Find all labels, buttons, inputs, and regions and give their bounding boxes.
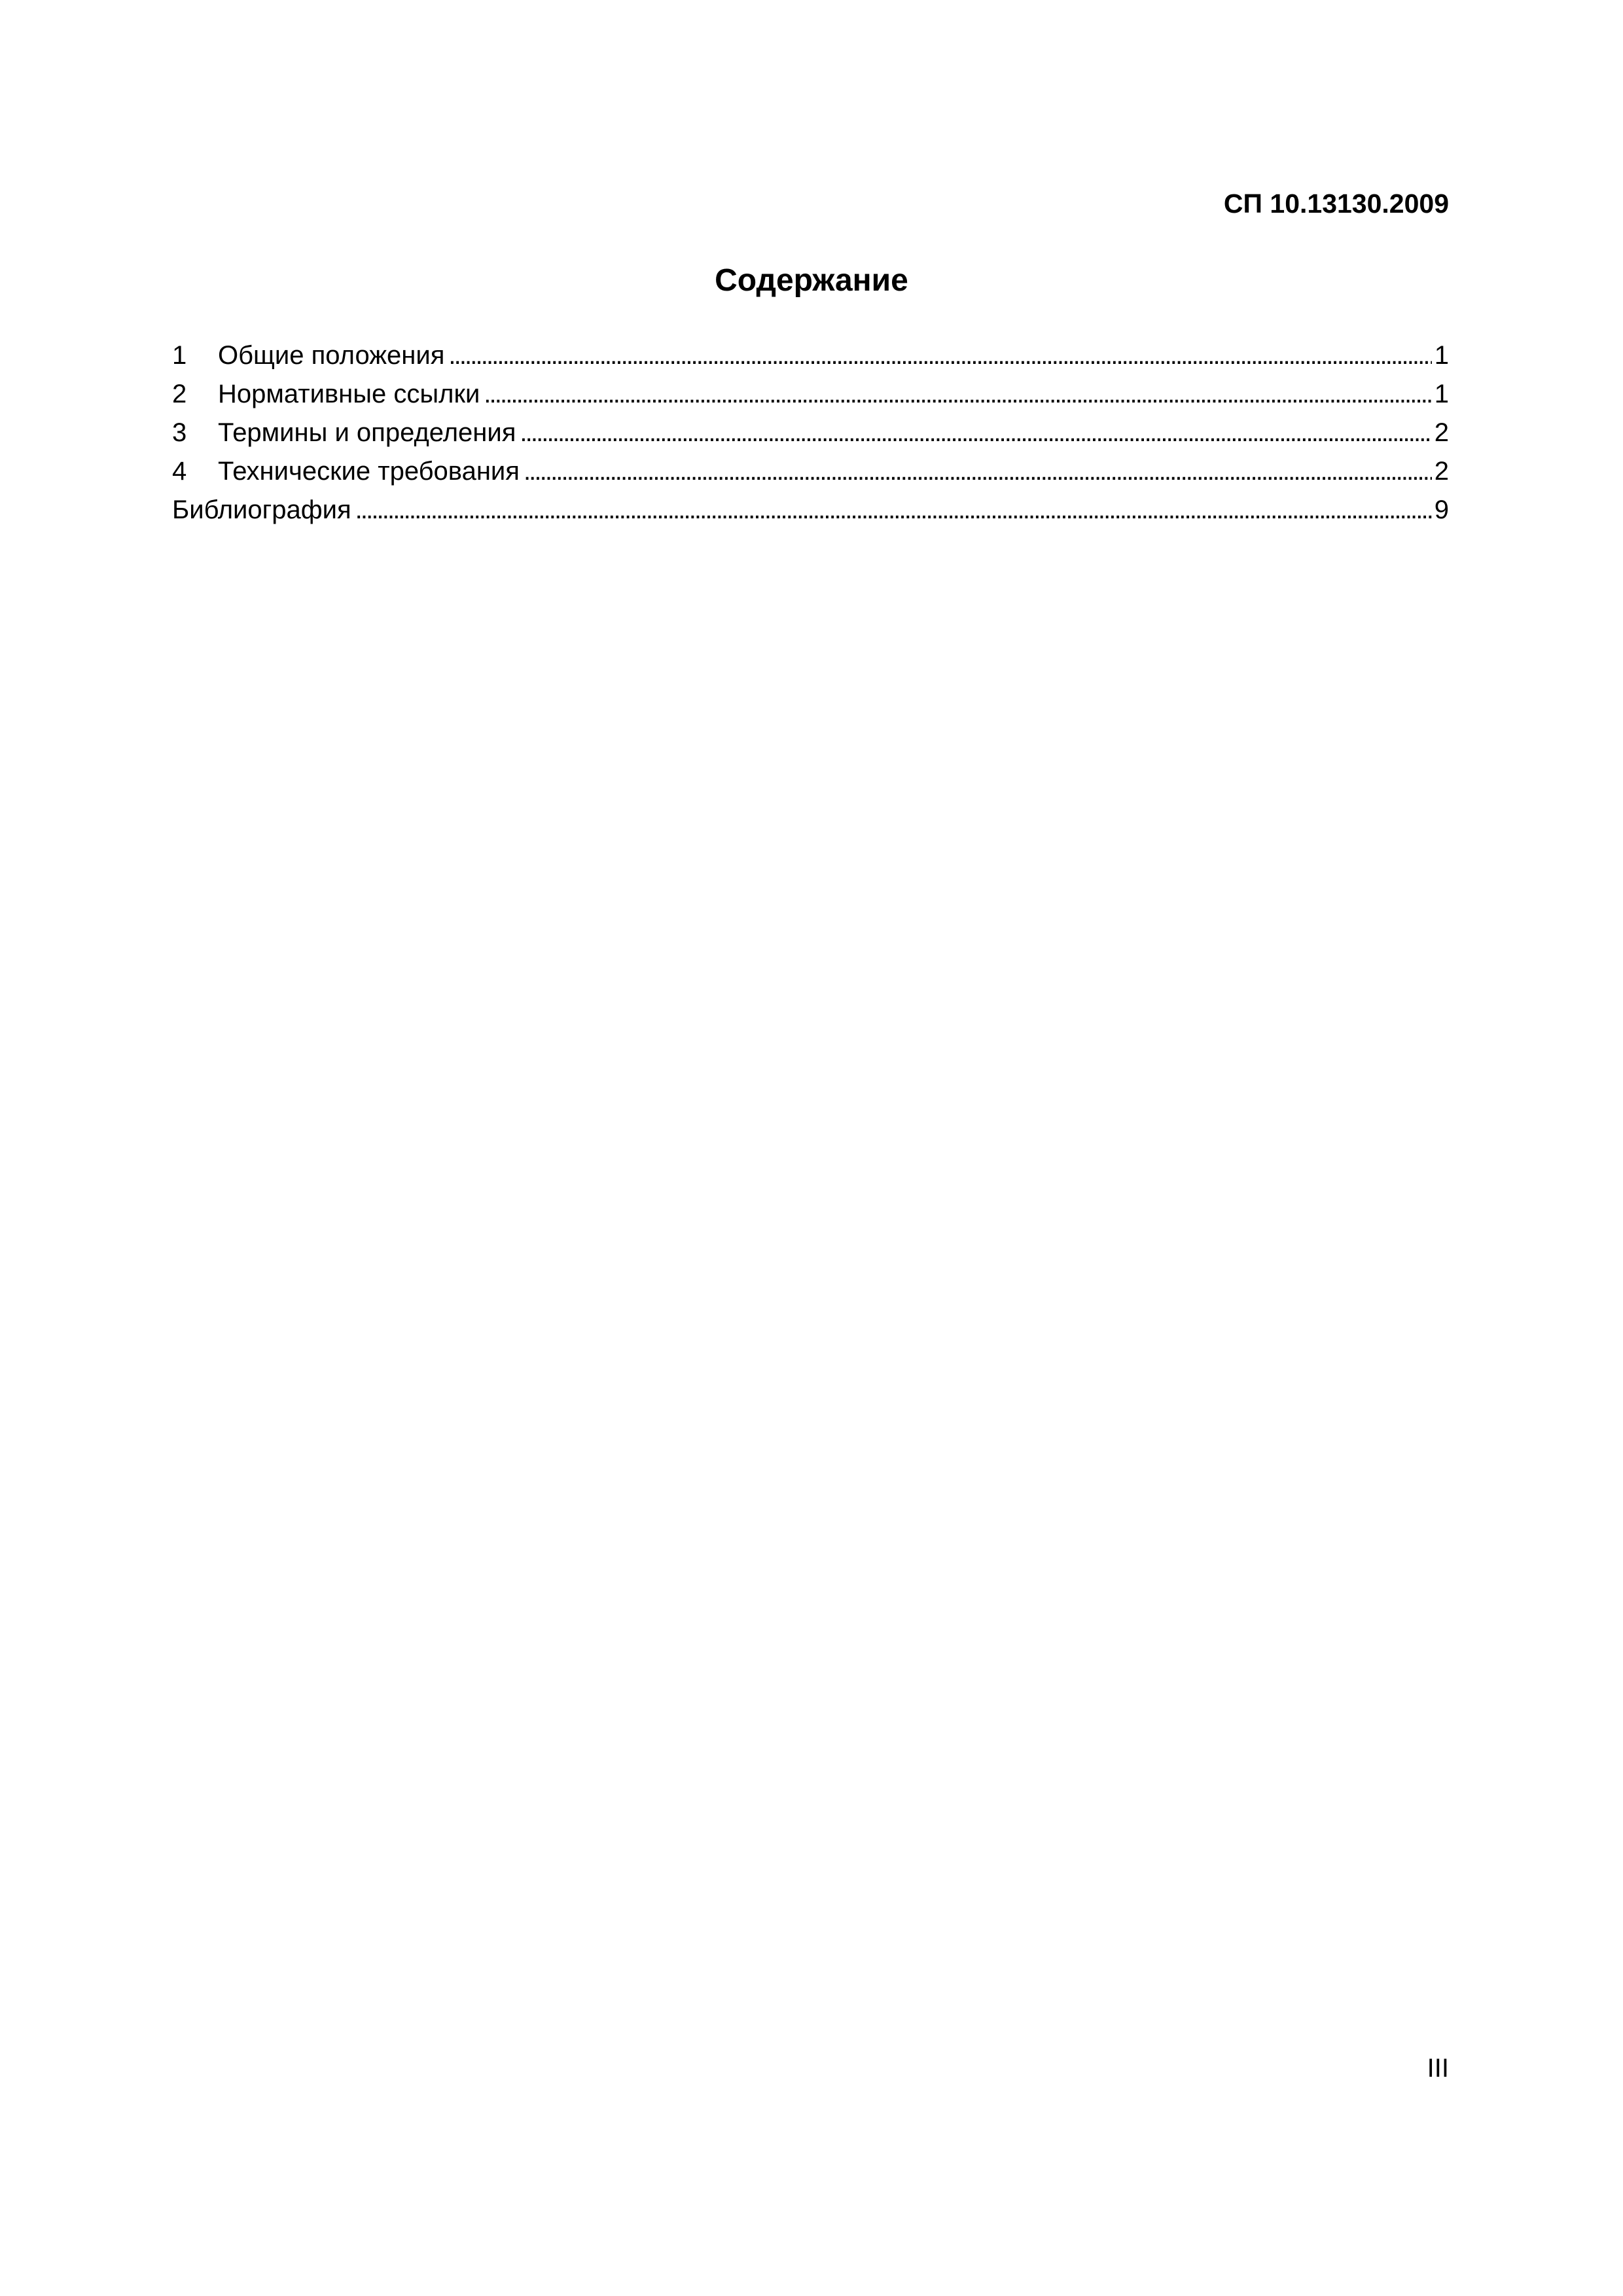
toc-entry-page: 2 [1434,457,1449,486]
toc-dot-leader [355,491,1432,529]
document-code: СП 10.13130.2009 [1223,188,1449,219]
toc-entry-page: 9 [1434,495,1449,524]
toc-entry-number: 1 [172,341,187,370]
toc-dot-leader [484,375,1431,414]
toc-entry-general-provisions[interactable] [172,336,1449,375]
page-title: Содержание [715,263,908,298]
toc-entry-bibliography[interactable] [172,491,1449,529]
toc-entry-normative-references[interactable] [172,375,1449,414]
toc-entry-page: 2 [1434,418,1449,447]
toc-entry-number: 4 [172,457,187,486]
toc-dot-leader [448,336,1431,375]
page-number: III [1427,2054,1449,2083]
toc-entry-title: Нормативные ссылки [218,380,480,408]
toc-entry-technical-requirements[interactable] [172,452,1449,491]
toc-entry-page: 1 [1434,341,1449,370]
toc-entry-page: 1 [1434,380,1449,408]
toc-entry-number: 2 [172,380,187,408]
toc-entry-title: Термины и определения [218,418,516,447]
toc-dot-leader [524,452,1432,491]
toc-entry-number: 3 [172,418,187,447]
toc-dot-leader [520,414,1431,452]
table-of-contents [172,336,1449,529]
toc-entry-title: Технические требования [218,457,520,486]
toc-entry-title: Общие положения [218,341,445,370]
toc-entry-title: Библиография [172,495,351,524]
toc-entry-terms-and-definitions[interactable] [172,414,1449,452]
